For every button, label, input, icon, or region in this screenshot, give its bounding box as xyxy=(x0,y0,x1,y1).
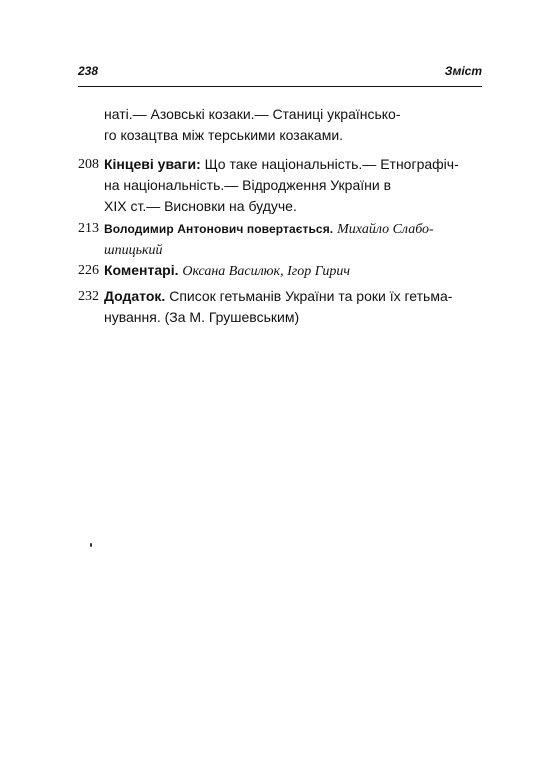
continuation-line: наті.— Азовські козаки.— Станиці українсько- xyxy=(104,106,401,122)
toc-entry xyxy=(78,218,482,261)
toc-page-number: 208 xyxy=(78,157,99,172)
toc-entry-line: на національність.— Відродження України в xyxy=(104,177,392,193)
scan-speck xyxy=(90,543,92,547)
toc-entry xyxy=(78,260,482,282)
toc-entry-author: Михайло Слабо- xyxy=(337,222,434,237)
toc-entry-title: Володимир Антонович повертається. xyxy=(104,222,334,236)
toc-entry xyxy=(78,154,482,217)
toc-entry-body xyxy=(104,154,482,217)
toc-entry-title: Кінцеві уваги: xyxy=(104,156,201,172)
header-rule xyxy=(78,86,482,87)
page-header xyxy=(78,64,482,82)
toc-entry-title: Додаток. xyxy=(104,288,166,304)
toc-entry-body xyxy=(104,218,482,261)
toc-entry-line: XIX ст.— Висновки на будуче. xyxy=(104,198,297,214)
toc-entry-line xyxy=(104,286,482,307)
running-head: Зміст xyxy=(444,64,482,78)
toc-entry-author: Оксана Василюк, Ігор Гирич xyxy=(182,264,351,279)
toc-entry-body xyxy=(104,286,482,328)
toc-page-number: 226 xyxy=(78,263,99,278)
toc-entry-text: Що таке національність.— Етнографіч- xyxy=(204,156,459,172)
toc-entry-line xyxy=(104,218,482,240)
toc-entry-line: нування. (За М. Грушевським) xyxy=(104,309,300,325)
toc-entry-title: Коментарі. xyxy=(104,262,179,278)
toc-page-number: 213 xyxy=(78,221,99,236)
toc-entry xyxy=(78,286,482,328)
toc-entry-author: шпицький xyxy=(104,243,163,258)
toc-continuation xyxy=(104,104,482,146)
continuation-line: го козацтва між терськими козаками. xyxy=(104,127,344,143)
toc-entry-line xyxy=(104,260,482,282)
toc-entry-text: Список гетьманів України та роки їх гетьма- xyxy=(169,288,453,304)
toc-entry-body xyxy=(104,260,482,282)
toc-page-number: 232 xyxy=(78,289,99,304)
page-number: 238 xyxy=(78,64,99,78)
toc-entry-line xyxy=(104,154,482,175)
